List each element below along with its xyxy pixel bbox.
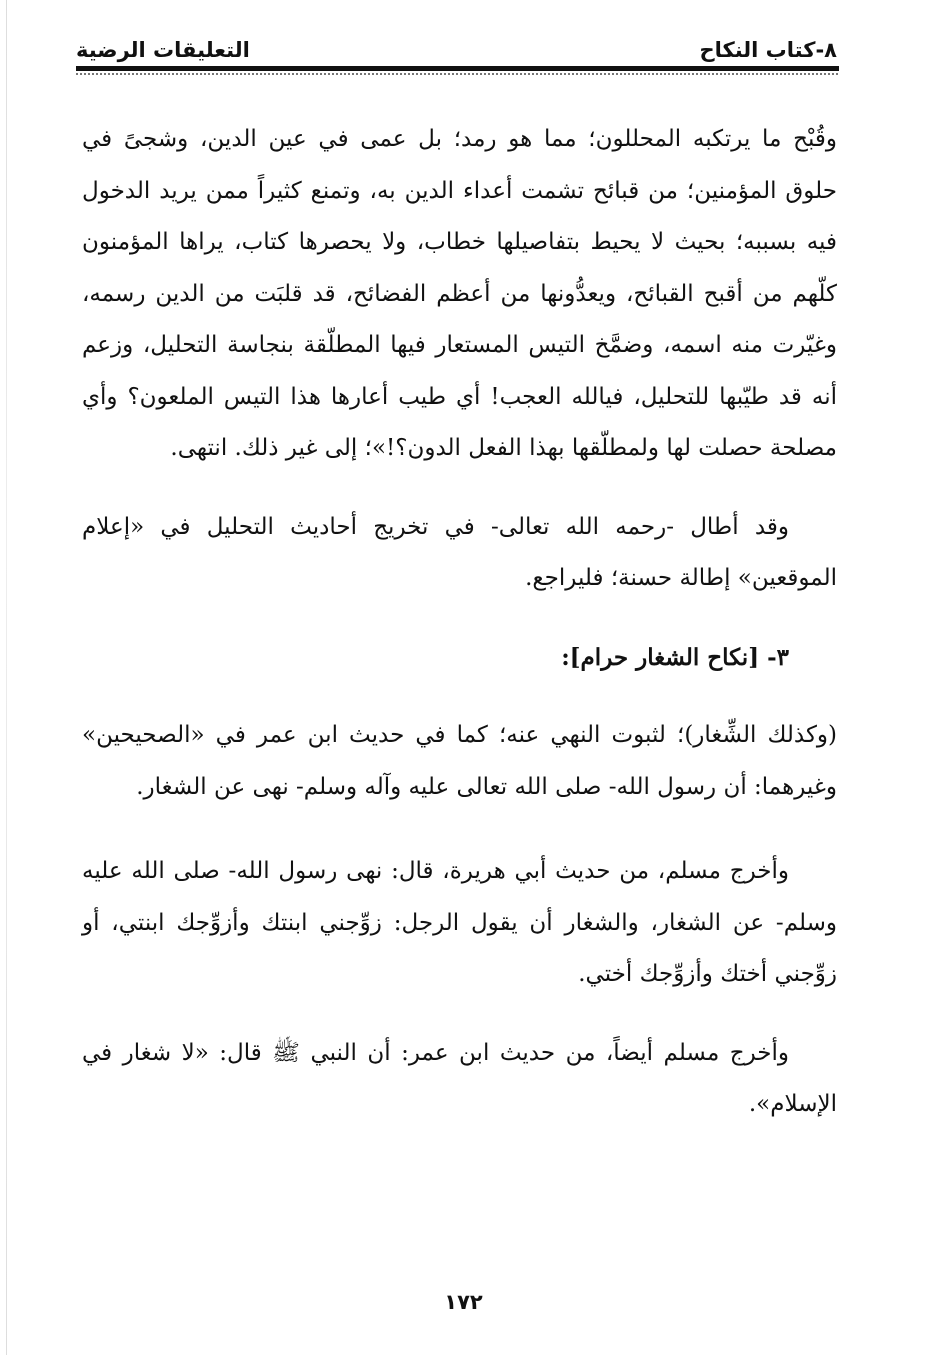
page-header xyxy=(76,28,837,62)
paragraph-muslim-abu-hurayra: وأخرج مسلم، من حديث أبي هريرة، قال: نهى رسول الله- صلى الله عليه وسلم- عن الشغار، والشغار أن يقول الرجل: زوِّجني ابنتك وأزوِّجك ابنتي، أو زوِّجني أختك وأزوِّجك أختي. xyxy=(82,858,837,987)
book-title: التعليقات الرضية xyxy=(76,38,250,62)
page-body xyxy=(82,114,837,1131)
header-rule xyxy=(76,66,839,71)
section-heading-shighar: ٣- [نكاح الشغار حرام]: xyxy=(561,643,789,671)
scan-edge xyxy=(6,0,7,1355)
page-number: ١٧٢ xyxy=(444,1290,483,1314)
paragraph-shighar-ibn-umar: (وكذلك الشِّغار)؛ لثبوت النهي عنه؛ كما في حديث ابن عمر في «الصحيحين» وغيرهما: أن رسول الله- صلى الله تعالى عليه وآله وسلم- نهى عن الشغار. xyxy=(82,722,837,800)
paragraph-muslim-ibn-umar: وأخرج مسلم أيضاً، من حديث ابن عمر: أن النبي ﷺ قال: «لا شغار في الإسلام». xyxy=(82,1039,837,1117)
header-rule-dotted xyxy=(76,73,839,75)
paragraph-ilam-reference: وقد أطال -رحمه الله تعالى- في تخريج أحاديث التحليل في «إعلام الموقعين» إطالة حسنة؛ فليراجع. xyxy=(82,513,837,591)
chapter-title: ٨-كتاب النكاح xyxy=(699,38,837,62)
paragraph-quote-end: وقُبْح ما يرتكبه المحللون؛ مما هو رمد؛ بل عمى في عين الدين، وشجىً في حلوق المؤمنين؛ من قبائح تشمت أعداء الدين به، وتمنع كثيراً ممن يريد الدخول فيه بسببه؛ بحيث لا يحيط بتفاصيلها خطاب، ولا يحصرها كتاب، يراها المؤمنون كلّهم من أقبح القبائح، ويعدُّونها من أعظم الفضائح، قد قلبَت من الدين رسمه، وغيّرت منه اسمه، وضمَّخ التيس المستعار فيها المطلّقة بنجاسة التحليل، وزعم أنه قد طيّبها للتحليل، فيالله العجب! أي طيب أعارها هذا التيس الملعون؟ وأي مصلحة حصلت لها ولمطلّقها بهذا الفعل الدون؟!»؛ إلى غير ذلك. انتهى. xyxy=(82,126,837,461)
